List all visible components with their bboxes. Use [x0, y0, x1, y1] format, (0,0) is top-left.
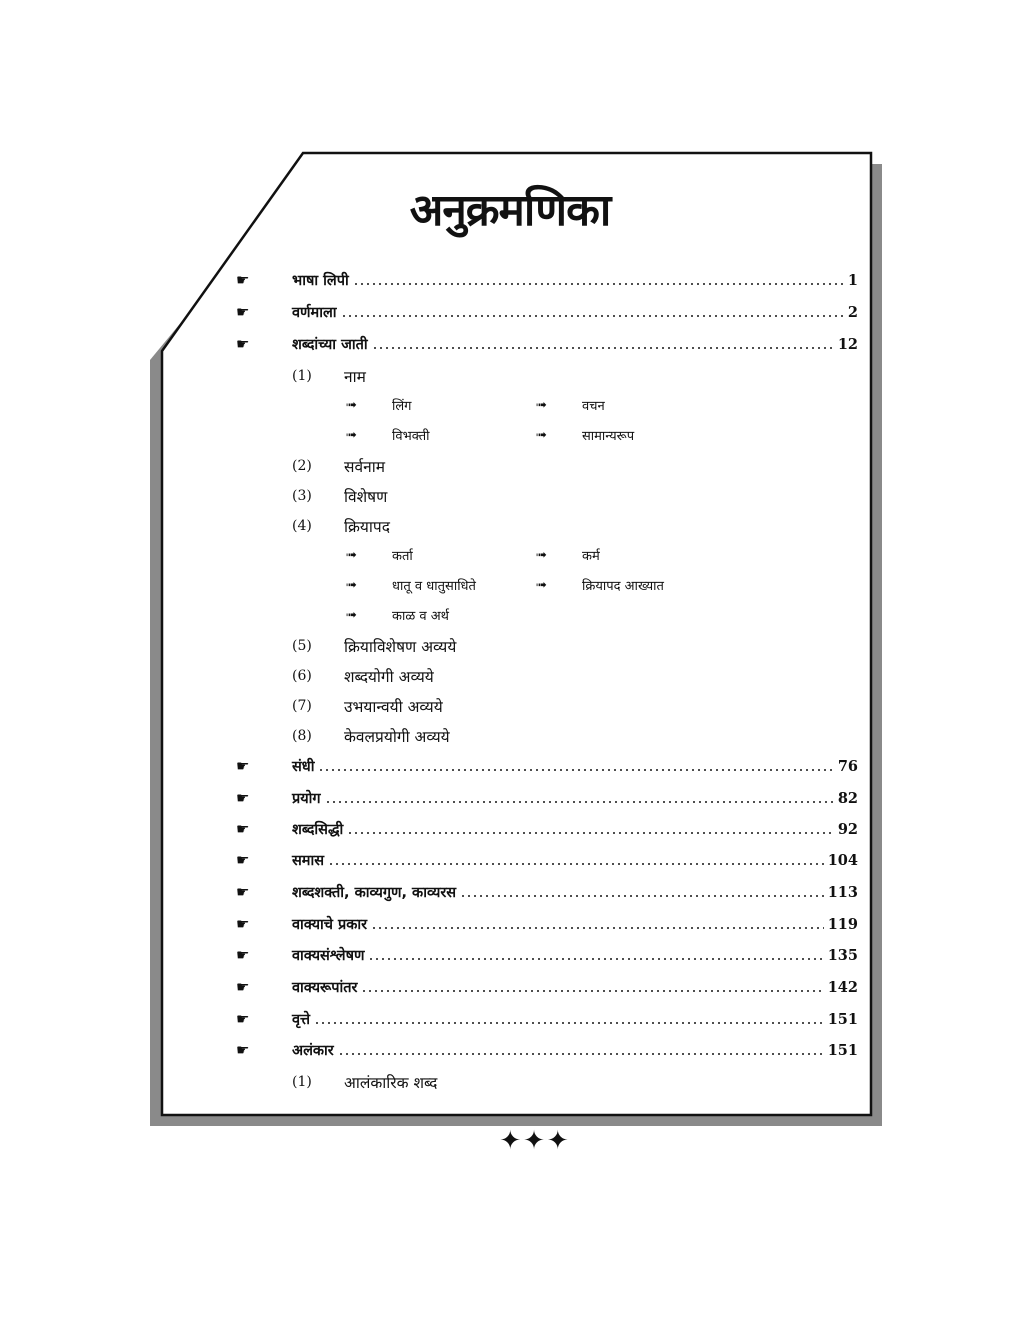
pointing-hand-icon: ☛ [236, 946, 250, 964]
toc-page-number: 142 [827, 978, 858, 996]
pointing-hand-icon: ☛ [236, 883, 250, 901]
toc-page-number: 92 [837, 820, 858, 838]
leaf-entry[interactable] [346, 605, 449, 625]
leaf-label: कर्म [582, 549, 600, 564]
sub-entry[interactable] [292, 664, 434, 688]
toc-entry[interactable] [236, 1038, 858, 1062]
leaf-entry[interactable] [536, 395, 605, 415]
dot-leader [361, 990, 823, 992]
pointing-hand-icon: ☛ [236, 271, 250, 289]
sub-label: सर्वनाम [344, 458, 385, 476]
dot-leader [368, 958, 823, 960]
sub-entry[interactable] [292, 1070, 437, 1094]
dot-leader [314, 1022, 824, 1024]
sub-entry[interactable] [292, 364, 366, 388]
toc-page-number: 104 [827, 851, 858, 869]
toc-label: वाक्यरूपांतर [292, 980, 358, 996]
leaf-label: क्रियापद आख्यात [582, 579, 664, 594]
sub-label: क्रियापद [344, 518, 390, 536]
pointing-hand-icon: ☛ [236, 789, 250, 807]
sub-number: (8) [292, 728, 312, 744]
pointing-hand-icon: ☛ [236, 851, 250, 869]
toc-page-number: 151 [827, 1041, 858, 1059]
arrow-icon: ➟ [536, 547, 547, 563]
toc-page-number: 76 [837, 757, 858, 775]
toc-page-number: 12 [837, 335, 858, 353]
sub-number: (5) [292, 638, 312, 654]
arrow-icon: ➟ [346, 397, 357, 413]
toc-page-number: 82 [837, 789, 858, 807]
toc-entry[interactable] [236, 912, 858, 936]
frame-border [162, 153, 871, 1115]
dot-leader [338, 1053, 824, 1055]
sub-number: (7) [292, 698, 312, 714]
toc-label: शब्दांच्या जाती [292, 337, 368, 353]
leaf-label: काळ व अर्थ [392, 609, 449, 624]
sub-label: उभयान्वयी अव्यये [344, 698, 443, 716]
toc-page-number: 1 [847, 271, 858, 289]
sub-number: (1) [292, 368, 312, 384]
toc-label: अलंकार [292, 1043, 334, 1059]
arrow-icon: ➟ [536, 577, 547, 593]
sub-number: (1) [292, 1074, 312, 1090]
toc-label: वृत्ते [292, 1012, 311, 1028]
leaf-entry[interactable] [536, 545, 600, 565]
toc-page-number: 119 [827, 915, 858, 933]
toc-label: वर्णमाला [292, 305, 337, 321]
sub-number: (2) [292, 458, 312, 474]
dot-leader [325, 801, 834, 803]
dot-leader [328, 863, 824, 865]
dot-leader [341, 315, 844, 317]
toc-label: समास [292, 853, 325, 869]
toc-label: प्रयोग [292, 791, 321, 807]
toc-page-number: 113 [827, 883, 858, 901]
sub-number: (4) [292, 518, 312, 534]
dot-leader [353, 283, 844, 285]
toc-page-number: 135 [827, 946, 858, 964]
toc-entry[interactable] [236, 754, 858, 778]
toc-label: भाषा लिपी [292, 273, 349, 289]
arrow-icon: ➟ [346, 547, 357, 563]
sub-entry[interactable] [292, 484, 387, 508]
page-title: अनुक्रमणिका [409, 185, 611, 236]
toc-entry[interactable] [236, 332, 858, 356]
toc-entry[interactable] [236, 943, 858, 967]
sub-entry[interactable] [292, 634, 456, 658]
toc-label: वाक्यसंश्लेषण [292, 948, 365, 964]
toc-entry[interactable] [236, 848, 858, 872]
toc-entry[interactable] [236, 300, 858, 324]
arrow-icon: ➟ [536, 427, 547, 443]
sub-label: आलंकारिक शब्द [344, 1074, 438, 1092]
leaf-entry[interactable] [346, 395, 412, 415]
dot-leader [371, 927, 824, 929]
toc-page-number: 151 [827, 1010, 858, 1028]
pointing-hand-icon: ☛ [236, 1010, 250, 1028]
sub-label: केवलप्रयोगी अव्यये [344, 728, 450, 746]
sub-label: विशेषण [344, 488, 388, 506]
toc-entry[interactable] [236, 268, 858, 292]
leaf-label: सामान्यरूप [582, 429, 635, 444]
toc-label: संधी [292, 759, 315, 775]
leaf-label: विभक्ती [392, 429, 430, 444]
toc-entry[interactable] [236, 1007, 858, 1031]
leaf-label: वचन [582, 399, 605, 414]
leaf-entry[interactable] [346, 425, 429, 445]
toc-entry[interactable] [236, 817, 858, 841]
toc-entry[interactable] [236, 880, 858, 904]
toc-label: शब्दशक्ती, काव्यगुण, काव्यरस [292, 885, 457, 901]
toc-page-number: 2 [847, 303, 858, 321]
arrow-icon: ➟ [536, 397, 547, 413]
sub-entry[interactable] [292, 724, 450, 748]
dot-leader [460, 895, 824, 897]
dot-leader [347, 832, 834, 834]
arrow-icon: ➟ [346, 607, 357, 623]
arrow-icon: ➟ [346, 577, 357, 593]
four-point-star-ornament-icon: ✦✦✦ [499, 1126, 571, 1156]
leaf-entry[interactable] [346, 575, 476, 595]
leaf-label: लिंग [392, 399, 412, 414]
dot-leader [372, 347, 834, 349]
arrow-icon: ➟ [346, 427, 357, 443]
pointing-hand-icon: ☛ [236, 303, 250, 321]
pointing-hand-icon: ☛ [236, 757, 250, 775]
leaf-entry[interactable] [536, 425, 634, 445]
leaf-entry[interactable] [536, 575, 664, 595]
leaf-label: धातू व धातुसाधिते [392, 579, 476, 594]
toc-entry[interactable] [236, 975, 858, 999]
sub-entry[interactable] [292, 694, 443, 718]
sub-label: क्रियाविशेषण अव्यये [344, 638, 457, 656]
pointing-hand-icon: ☛ [236, 820, 250, 838]
pointing-hand-icon: ☛ [236, 1041, 250, 1059]
pointing-hand-icon: ☛ [236, 915, 250, 933]
leaf-label: कर्ता [392, 549, 413, 564]
sub-label: शब्दयोगी अव्यये [344, 668, 434, 686]
pointing-hand-icon: ☛ [236, 335, 250, 353]
pointing-hand-icon: ☛ [236, 978, 250, 996]
sub-number: (3) [292, 488, 312, 504]
leaf-entry[interactable] [346, 545, 413, 565]
sub-entry[interactable] [292, 454, 385, 478]
toc-label: शब्दसिद्धी [292, 822, 344, 838]
sub-label: नाम [344, 368, 366, 386]
sub-entry[interactable] [292, 514, 390, 538]
toc-label: वाक्याचे प्रकार [292, 917, 368, 933]
dot-leader [318, 769, 833, 771]
sub-number: (6) [292, 668, 312, 684]
toc-entry[interactable] [236, 786, 858, 810]
